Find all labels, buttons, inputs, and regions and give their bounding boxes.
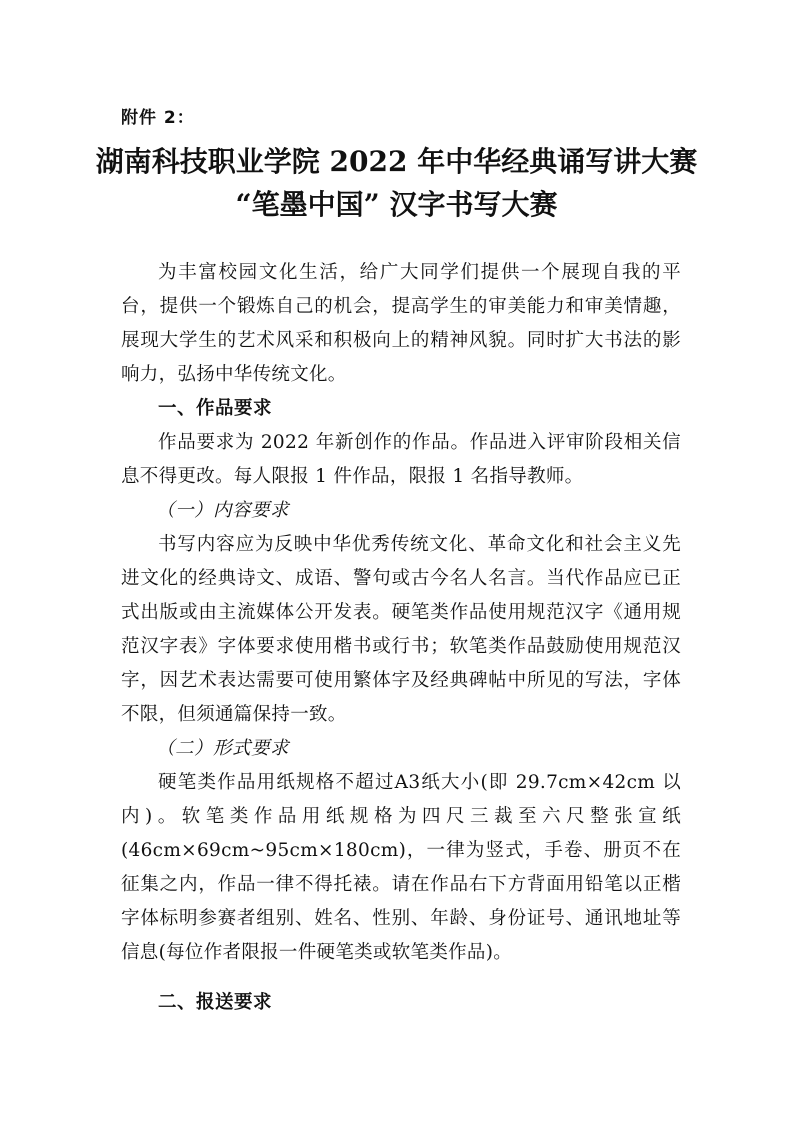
subsection-heading-content: （一）内容要求	[156, 500, 290, 521]
format-requirements-paragraph: 硬笔类作品用纸规格不超过A3纸大小(即 29.7cm×42cm 以内)。软笔类作品用纸规格为四尺三裁至六尺整张宣纸(46cm×69cm~95cm×180cm)，一律为竖式，手卷、册页不在征集之内，作品一律不得托裱。请在作品右下方背面用铅笔以正楷字体标明参赛者组别、姓名、性别、年龄、身份证号、通讯地址等信息(每位作者限报一件硬笔类或软笔类作品)。	[121, 772, 681, 963]
content-requirements-paragraph: 书写内容应为反映中华优秀传统文化、革命文化和社会主义先进文化的经典诗文、成语、警句或古今名人名言。当代作品应已正式出版或由主流媒体公开发表。硬笔类作品使用规范汉字《通用规范汉字表》字体要求使用楷书或行书；软笔类作品鼓励使用规范汉字，因艺术表达需要可使用繁体字及经典碑帖中所见的写法，字体不限，但须通篇保持一致。	[121, 534, 681, 725]
attachment-label: 附件 2：	[121, 108, 195, 128]
works-requirements-paragraph: 作品要求为 2022 年新创作的作品。作品进入评审阶段相关信息不得更改。每人限报 1 件作品，限报 1 名指导教师。	[121, 432, 681, 487]
subsection-heading-format: （二）形式要求	[156, 738, 290, 759]
document-title-line2: “笔墨中国” 汉字书写大赛	[235, 188, 558, 221]
intro-paragraph: 为丰富校园文化生活，给广大同学们提供一个展现自我的平台，提供一个锻炼自己的机会，提高学生的审美能力和审美情趣，展现大学生的艺术风采和积极向上的精神风貌。同时扩大书法的影响力，弘扬中华传统文化。	[121, 262, 681, 385]
document-title-line1: 湖南科技职业学院 2022 年中华经典诵写讲大赛	[95, 145, 698, 178]
section-heading-works: 一、作品要求	[158, 398, 273, 419]
section-heading-submission: 二、报送要求	[158, 992, 273, 1013]
